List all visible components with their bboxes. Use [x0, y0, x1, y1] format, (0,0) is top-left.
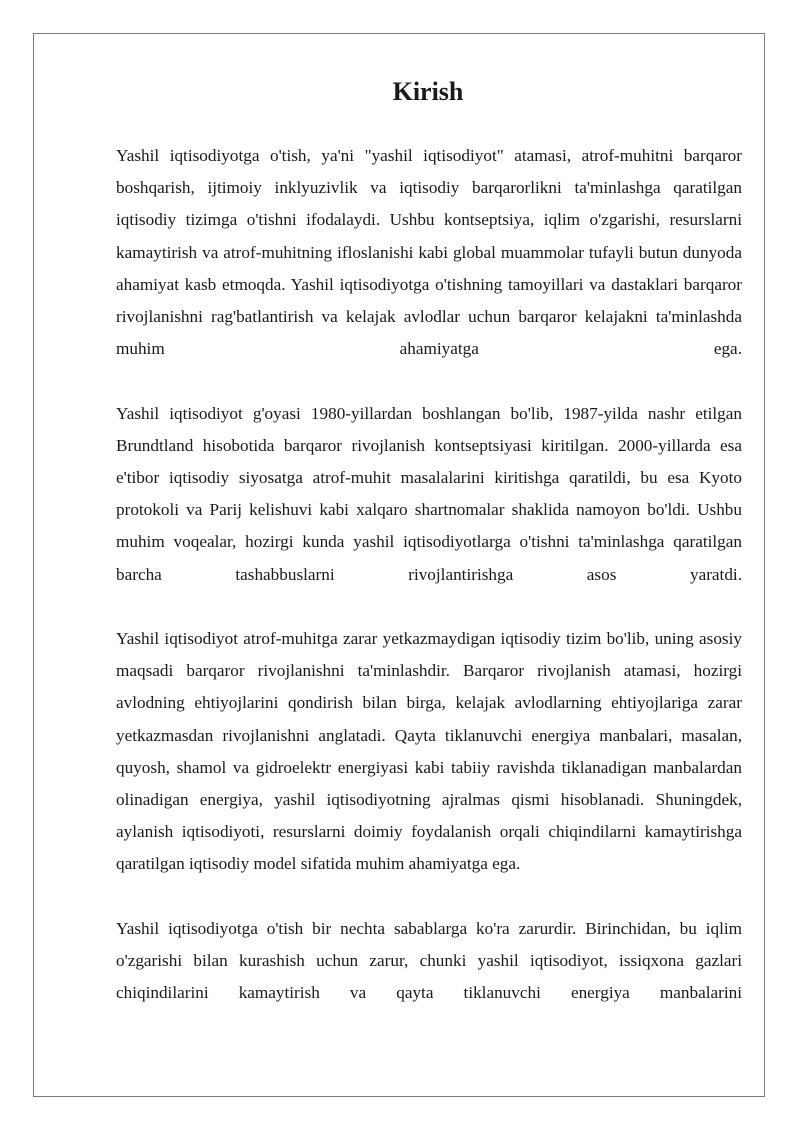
paragraph-3: Yashil iqtisodiyot atrof-muhitga zarar yetkazmaydigan iqtisodiy tizim bo'lib, uning asosiy maqsadi barqaror rivojlanishni ta'minlashdir. Barqaror rivojlanish atamasi, hozirgi avlodning ehtiyojlarini qondirish bilan birga, kelajak avlodlarning ehtiyojlariga zarar yetkazmasdan rivojlanishni anglatadi. Qayta tiklanuvchi energiya manbalari, masalan, quyosh, shamol va gidroelektr energiyasi kabi tabiiy ravishda tiklanadigan manbalardan olinadigan energiya, yashil iqtisodiyotning ajralmas qismi hisoblanadi. Shuningdek, aylanish iqtisodiyoti, resurslarni doimiy foydalanish orqali chiqindilarni kamaytirishga qaratilgan iqtisodiy model sifatida muhim ahamiyatga ega. — [116, 629, 742, 874]
paragraph-2: Yashil iqtisodiyot g'oyasi 1980-yillardan boshlangan bo'lib, 1987-yilda nashr etilgan Brundtland hisobotida barqaror rivojlanish kontseptsiyasi kiritilgan. 2000-yillarda esa e'tibor iqtisodiy siyosatga atrof-muhit masalalarini kiritishga qaratildi, bu esa Kyoto protokoli va Parij kelishuvi kabi xalqaro shartnomalar shaklida namoyon bo'ldi. Ushbu muhim voqealar, hozirgi kunda yashil iqtisodiyotlarga o'tishni ta'minlashga qaratilgan barcha tashabbuslarni rivojlantirishga asos yaratdi. — [116, 403, 742, 584]
paragraph-4: Yashil iqtisodiyotga o'tish bir nechta sabablarga ko'ra zarurdir. Birinchidan, bu iqlim o'zgarishi bilan kurashish uchun zarur, chunki yashil iqtisodiyot, issiqxona gazlari chiqindilarini kamaytirish va qayta tiklanuvchi energiya manbalarini — [116, 918, 742, 1003]
page-title: Kirish — [392, 77, 464, 106]
document-body — [116, 140, 742, 1042]
paragraph-1: Yashil iqtisodiyotga o'tish, ya'ni "yashil iqtisodiyot" atamasi, atrof-muhitni barqaror boshqarish, ijtimoiy inklyuzivlik va iqtisodiy barqarorlikni ta'minlashga qaratilgan iqtisodiy tizimga o'tishni ifodalaydi. Ushbu kontseptsiya, iqlim o'zgarishi, resurslarni kamaytirish va atrof-muhitning ifloslanishi kabi global muammolar tufayli butun dunyoda ahamiyat kasb etmoqda. Yashil iqtisodiyotga o'tishning tamoyillari va dastaklari barqaror rivojlanishni rag'batlantirish va kelajak avlodlar uchun barqaror kelajakni ta'minlashda muhim ahamiyatga ega. — [116, 146, 742, 359]
